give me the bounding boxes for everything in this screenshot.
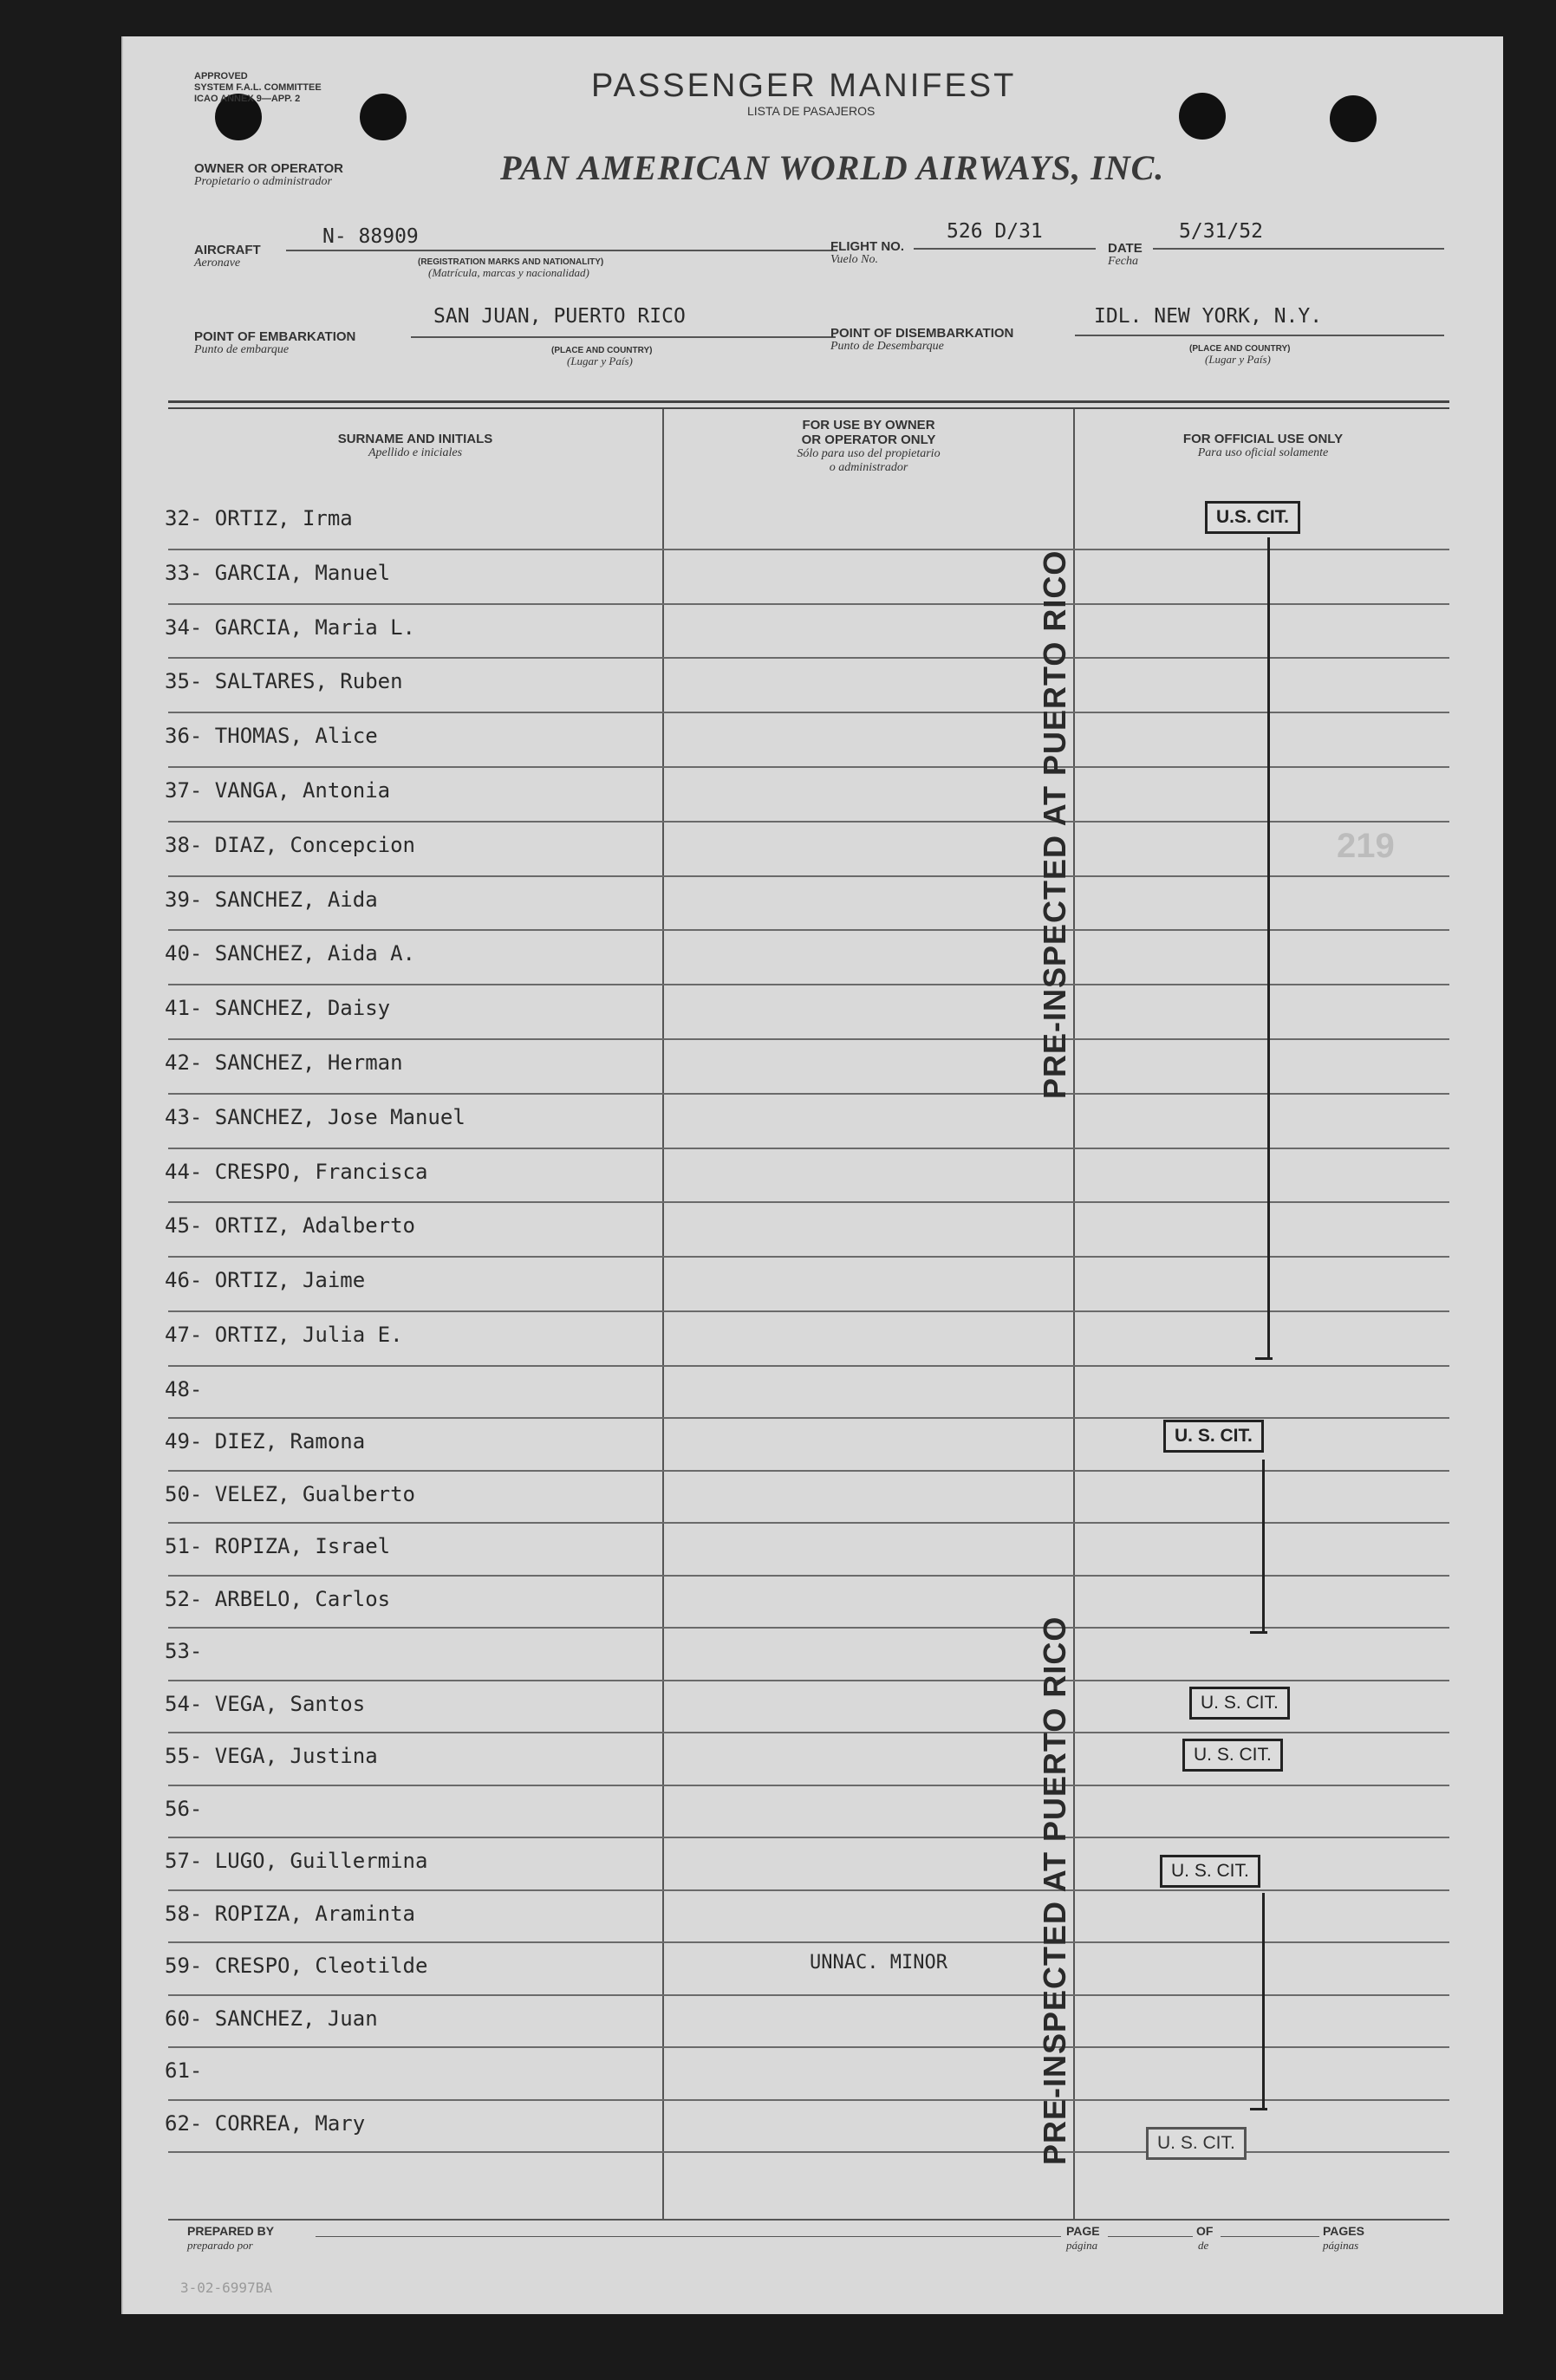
- column-divider: [1073, 409, 1075, 2219]
- page-number-stamp: 219: [1337, 827, 1395, 865]
- table-row: 57- LUGO, Guillermina: [165, 1849, 428, 1874]
- embarkation-label-es: Punto de embarque: [194, 343, 290, 356]
- date-value: 5/31/52: [1179, 220, 1263, 243]
- prepared-by-label: PREPARED BY: [187, 2224, 275, 2238]
- flight-underline: [914, 248, 1096, 250]
- footer-rule: [168, 2219, 1449, 2221]
- table-row: 56-: [165, 1796, 203, 1821]
- row-rule: [168, 603, 1449, 605]
- bracket-tick: [1255, 1357, 1273, 1360]
- table-row: 37- VANGA, Antonia: [165, 778, 391, 803]
- row-rule: [168, 1522, 1449, 1524]
- table-row: 38- DIAZ, Concepcion: [165, 832, 415, 857]
- of-label-es: de: [1198, 2239, 1209, 2252]
- table-row: 40- SANCHEZ, Aida A.: [165, 941, 415, 966]
- registration-note: (REGISTRATION MARKS AND NATIONALITY): [418, 257, 604, 267]
- row-rule: [168, 1785, 1449, 1786]
- table-row: 55- VEGA, Justina: [165, 1744, 378, 1769]
- us-cit-stamp: U. S. CIT.: [1160, 1855, 1260, 1888]
- row-rule: [168, 2151, 1449, 2153]
- of-line: [1221, 2236, 1319, 2237]
- table-row: 49- DIEZ, Ramona: [165, 1429, 366, 1454]
- owner-use-column-header: FOR USE BY OWNER OR OPERATOR ONLY Sólo para uso del propietario o administrador: [797, 418, 941, 474]
- table-row: 32- ORTIZ, Irma: [165, 506, 353, 530]
- row-rule: [168, 1994, 1449, 1996]
- row-rule: [168, 1256, 1449, 1258]
- page-label: PAGE: [1066, 2224, 1100, 2238]
- preinspected-stamp: PRE-INSPECTED AT PUERTO RICO: [1037, 1616, 1072, 2165]
- row-rule: [168, 1038, 1449, 1040]
- manifest-sheet: [121, 36, 1503, 2314]
- row-rule: [168, 1417, 1449, 1419]
- place-note-disembark-es: (Lugar y País): [1205, 353, 1271, 366]
- disembarkation-value: IDL. NEW YORK, N.Y.: [1094, 305, 1323, 328]
- table-row: 35- SALTARES, Ruben: [165, 669, 403, 694]
- bracket-line: [1262, 1460, 1265, 1631]
- airline-name: PAN AMERICAN WORLD AIRWAYS, INC.: [500, 148, 1165, 187]
- table-row: 41- SANCHEZ, Daisy: [165, 996, 391, 1021]
- table-row: 46- ORTIZ, Jaime: [165, 1268, 366, 1293]
- punch-hole: [1179, 93, 1226, 140]
- table-row: 33- GARCIA, Manuel: [165, 560, 391, 585]
- surname-column-header: SURNAME AND INITIALS Apellido e iniciales: [337, 432, 493, 459]
- row-rule: [168, 1310, 1449, 1312]
- row-rule: [168, 657, 1449, 659]
- date-underline: [1153, 248, 1444, 250]
- row-rule: [168, 1201, 1449, 1203]
- bracket-line: [1262, 1893, 1265, 2108]
- flight-label: FLIGHT NO.: [830, 239, 904, 254]
- place-note-disembark: (PLACE AND COUNTRY): [1189, 344, 1291, 354]
- aircraft-value: N- 88909: [322, 225, 419, 248]
- date-label: DATE: [1108, 241, 1143, 256]
- approved-note: APPROVED SYSTEM F.A.L. COMMITTEE ICAO ANNEX 9—APP. 2: [194, 71, 322, 104]
- row-rule: [168, 1148, 1449, 1149]
- table-row: 58- ROPIZA, Araminta: [165, 1901, 415, 1926]
- header-rule: [168, 407, 1449, 409]
- page-line: [1108, 2236, 1193, 2237]
- embarkation-underline: [411, 336, 836, 338]
- flight-label-es: Vuelo No.: [830, 253, 878, 266]
- header-rule: [168, 400, 1449, 403]
- bracket-tick: [1250, 2108, 1267, 2110]
- row-rule: [168, 929, 1449, 931]
- us-cit-stamp: U. S. CIT.: [1182, 1739, 1283, 1772]
- page-label-es: página: [1066, 2239, 1098, 2252]
- row-rule: [168, 821, 1449, 823]
- aircraft-label: AIRCRAFT: [194, 243, 261, 257]
- row-rule: [168, 712, 1449, 713]
- of-label: OF: [1196, 2224, 1214, 2238]
- disembarkation-label: POINT OF DISEMBARKATION: [830, 326, 1014, 341]
- row-rule: [168, 2046, 1449, 2048]
- punch-hole: [1330, 95, 1377, 142]
- row-rule: [168, 984, 1449, 985]
- pages-label-es: páginas: [1323, 2239, 1359, 2252]
- owner-use-note: UNNAC. MINOR: [810, 1952, 947, 1974]
- row-rule: [168, 1365, 1449, 1367]
- registration-note-es: (Matrícula, marcas y nacionalidad): [428, 266, 589, 279]
- pages-label: PAGES: [1323, 2224, 1364, 2238]
- aircraft-label-es: Aeronave: [194, 257, 241, 270]
- row-rule: [168, 549, 1449, 550]
- row-rule: [168, 1470, 1449, 1472]
- row-rule: [168, 1732, 1449, 1733]
- table-row: 47- ORTIZ, Julia E.: [165, 1323, 403, 1347]
- row-rule: [168, 1680, 1449, 1681]
- flight-value: 526 D/31: [947, 220, 1043, 243]
- form-code: 3-02-6997BA: [180, 2279, 272, 2296]
- date-label-es: Fecha: [1108, 255, 1138, 268]
- embarkation-value: SAN JUAN, PUERTO RICO: [433, 305, 686, 328]
- page-title: PASSENGER MANIFEST: [591, 68, 1017, 104]
- prepared-by-line: [316, 2236, 1061, 2237]
- row-rule: [168, 1627, 1449, 1629]
- embarkation-label: POINT OF EMBARKATION: [194, 329, 356, 344]
- bracket-line: [1267, 537, 1270, 1357]
- us-cit-stamp: U.S. CIT.: [1205, 501, 1300, 534]
- owner-label-es: Propietario o administrador: [194, 175, 332, 188]
- us-cit-stamp: U. S. CIT.: [1163, 1420, 1264, 1453]
- table-row: 51- ROPIZA, Israel: [165, 1534, 391, 1559]
- preinspected-stamp: PRE-INSPECTED AT PUERTO RICO: [1037, 549, 1072, 1099]
- row-rule: [168, 766, 1449, 768]
- table-row: 61-: [165, 2058, 203, 2084]
- table-row: 39- SANCHEZ, Aida: [165, 887, 378, 912]
- table-row: 62- CORREA, Mary: [165, 2110, 366, 2136]
- us-cit-stamp: U. S. CIT.: [1189, 1687, 1290, 1720]
- table-row: 60- SANCHEZ, Juan: [165, 2006, 378, 2031]
- table-row: 42- SANCHEZ, Herman: [165, 1050, 403, 1075]
- column-divider: [662, 409, 664, 2219]
- prepared-by-label-es: preparado por: [187, 2239, 253, 2252]
- disembarkation-underline: [1075, 335, 1444, 336]
- page-subtitle: LISTA DE PASAJEROS: [747, 104, 876, 118]
- table-row: 53-: [165, 1639, 203, 1664]
- table-row: 59- CRESPO, Cleotilde: [165, 1954, 428, 1979]
- row-rule: [168, 875, 1449, 877]
- official-use-column-header: FOR OFFICIAL USE ONLY Para uso oficial solamente: [1182, 432, 1344, 459]
- row-rule: [168, 1941, 1449, 1943]
- row-rule: [168, 2099, 1449, 2101]
- punch-hole: [360, 94, 407, 140]
- row-rule: [168, 1575, 1449, 1577]
- row-rule: [168, 1093, 1449, 1095]
- table-row: 54- VEGA, Santos: [165, 1691, 366, 1716]
- aircraft-underline: [286, 250, 837, 251]
- us-cit-stamp: U. S. CIT.: [1146, 2127, 1247, 2160]
- row-rule: [168, 1889, 1449, 1891]
- table-row: 45- ORTIZ, Adalberto: [165, 1213, 415, 1239]
- table-row: 36- THOMAS, Alice: [165, 724, 378, 749]
- place-note-embark: (PLACE AND COUNTRY): [551, 346, 653, 355]
- row-rule: [168, 1837, 1449, 1838]
- table-row: 52- ARBELO, Carlos: [165, 1586, 391, 1611]
- table-row: 44- CRESPO, Francisca: [165, 1159, 428, 1184]
- table-row: 34- GARCIA, Maria L.: [165, 615, 415, 640]
- table-row: 48-: [165, 1376, 203, 1401]
- place-note-embark-es: (Lugar y País): [567, 354, 633, 367]
- disembarkation-label-es: Punto de Desembarque: [830, 340, 944, 353]
- table-row: 50- VELEZ, Gualberto: [165, 1481, 415, 1506]
- bracket-tick: [1250, 1631, 1267, 1634]
- table-row: 43- SANCHEZ, Jose Manuel: [165, 1104, 465, 1129]
- owner-label: OWNER OR OPERATOR: [194, 161, 343, 176]
